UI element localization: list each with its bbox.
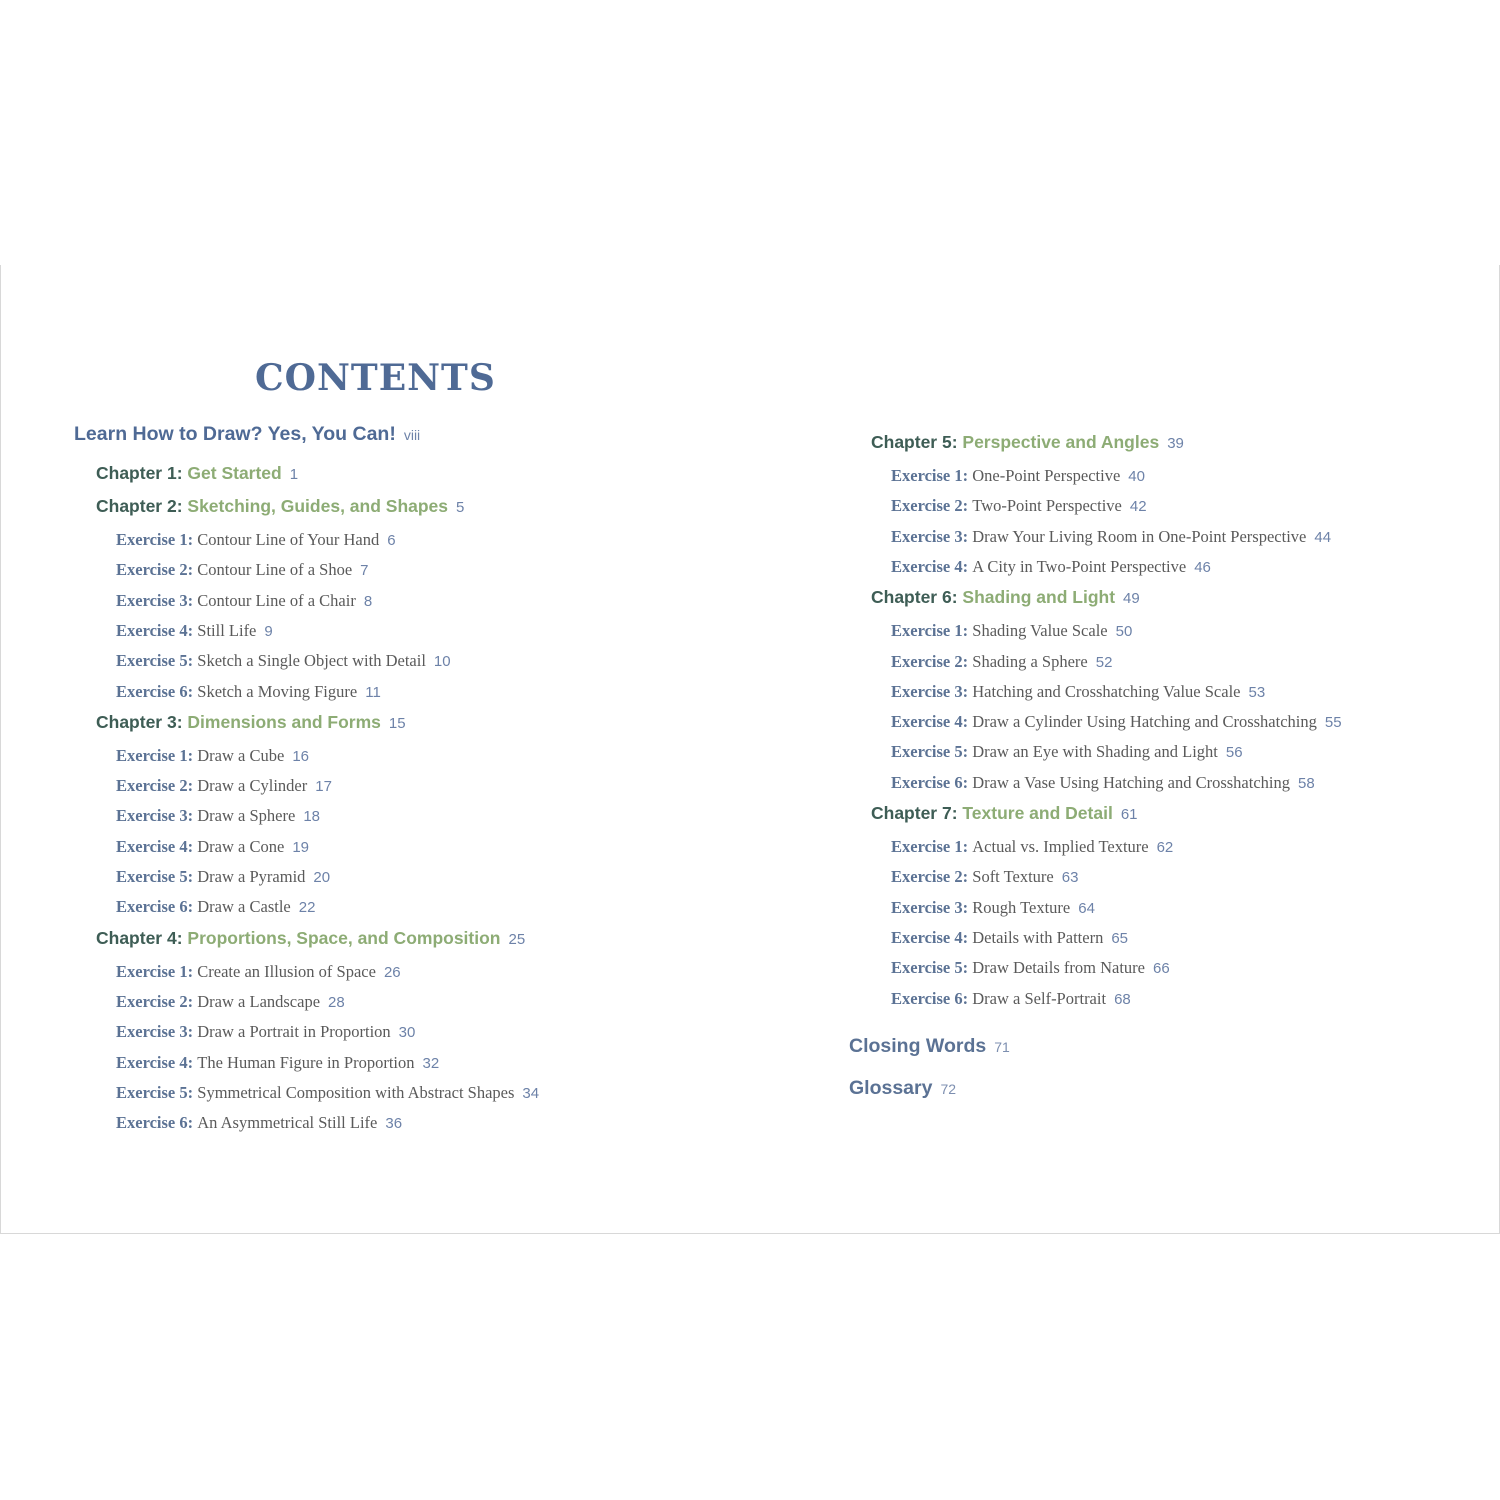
exercise-title: Shading a Sphere [972, 651, 1088, 671]
page-number: 16 [292, 747, 310, 765]
page-number: 58 [1297, 774, 1315, 792]
exercise-label: Exercise 2: [116, 991, 198, 1011]
page-number: 20 [313, 869, 331, 886]
exercise-title: Sketch a Moving Figure [197, 681, 358, 701]
exercise-title: Contour Line of a Chair [197, 590, 356, 610]
exercise-title: Draw a Sphere [197, 806, 296, 826]
exercise-label: Exercise 4: [891, 927, 973, 947]
exercise-label: Exercise 2: [891, 867, 973, 887]
toc-exercise[interactable] [116, 560, 369, 580]
page-number: 7 [360, 562, 369, 580]
toc-chapter[interactable] [96, 712, 406, 733]
toc-exercise[interactable] [891, 621, 1132, 641]
exercise-title: Contour Line of a Shoe [197, 560, 353, 580]
toc-exercise[interactable] [891, 928, 1128, 948]
exercise-label: Exercise 1: [116, 530, 198, 549]
chapter-label: Chapter 4: [96, 927, 188, 948]
toc-exercise[interactable] [891, 773, 1315, 793]
page-number: 5 [456, 499, 465, 516]
chapter-label: Chapter 3: [96, 711, 188, 732]
exercise-label: Exercise 3: [116, 1022, 198, 1042]
page-number: 15 [388, 714, 406, 732]
page-number: 52 [1095, 653, 1113, 671]
toc-exercise[interactable] [116, 867, 330, 887]
toc-exercise[interactable] [116, 1113, 402, 1133]
exercise-title: Still Life [197, 620, 257, 640]
toc-exercise[interactable] [891, 652, 1112, 672]
toc-exercise[interactable] [116, 1022, 415, 1042]
exercise-label: Exercise 4: [116, 836, 198, 856]
exercise-label: Exercise 4: [891, 712, 973, 732]
toc-exercise[interactable] [116, 682, 381, 702]
chapter-label: Chapter 7: [871, 803, 963, 823]
page-number: 34 [522, 1084, 540, 1102]
toc-exercise[interactable] [116, 806, 320, 826]
exercise-title: One-Point Perspective [972, 466, 1121, 485]
chapter-label: Chapter 2: [96, 496, 188, 516]
toc-chapter[interactable] [96, 463, 298, 484]
exercise-label: Exercise 5: [116, 651, 198, 671]
exercise-label: Exercise 6: [891, 772, 973, 792]
exercise-label: Exercise 5: [891, 742, 973, 762]
page-number: 32 [422, 1054, 440, 1072]
toc-chapter[interactable] [96, 928, 525, 949]
toc-glossary[interactable] [849, 1077, 956, 1100]
toc-exercise[interactable] [116, 591, 372, 611]
chapter-label: Chapter 5: [871, 432, 963, 452]
chapter-label: Chapter 1: [96, 463, 188, 483]
page-number: 9 [264, 622, 273, 640]
exercise-label: Exercise 1: [116, 961, 198, 981]
toc-closing-words[interactable] [849, 1035, 1010, 1058]
exercise-label: Exercise 1: [891, 837, 973, 856]
exercise-label: Exercise 1: [891, 621, 973, 641]
exercise-title: Draw Your Living Room in One-Point Perspective [972, 526, 1307, 546]
page-number: 65 [1111, 929, 1129, 947]
page-number: 30 [398, 1024, 416, 1042]
exercise-label: Exercise 5: [116, 867, 198, 886]
exercise-label: Exercise 6: [116, 897, 198, 917]
toc-exercise[interactable] [891, 682, 1265, 702]
toc-closing-title: Closing Words [849, 1035, 987, 1057]
exercise-label: Exercise 3: [891, 681, 973, 701]
page-number: 42 [1129, 498, 1147, 516]
toc-exercise[interactable] [891, 466, 1145, 486]
toc-exercise[interactable] [116, 837, 309, 857]
page-number: 63 [1061, 869, 1079, 887]
page-number: 50 [1115, 623, 1133, 641]
exercise-label: Exercise 2: [116, 776, 198, 796]
page-number: 55 [1324, 714, 1342, 732]
chapter-label: Chapter 6: [871, 587, 963, 608]
exercise-title: Symmetrical Composition with Abstract Shapes [197, 1082, 515, 1102]
toc-exercise[interactable] [891, 496, 1147, 516]
toc-exercise[interactable] [891, 958, 1170, 978]
page-number: 68 [1114, 990, 1131, 1008]
page-number: 62 [1156, 839, 1174, 856]
page-number: 44 [1314, 528, 1332, 546]
toc-exercise[interactable] [116, 746, 309, 766]
page-number: 66 [1153, 960, 1170, 978]
page-number: 26 [383, 963, 401, 981]
page-number: 39 [1167, 435, 1184, 452]
exercise-title: Draw an Eye with Shading and Light [972, 742, 1218, 762]
exercise-label: Exercise 1: [891, 466, 973, 485]
exercise-label: Exercise 5: [116, 1082, 198, 1102]
toc-exercise[interactable] [116, 1083, 539, 1103]
toc-chapter[interactable] [96, 496, 464, 517]
chapter-title: Texture and Detail [962, 803, 1113, 823]
exercise-title: A City in Two-Point Perspective [972, 556, 1187, 576]
exercise-title: Hatching and Crosshatching Value Scale [972, 681, 1241, 701]
exercise-title: Draw a Landscape [197, 991, 321, 1011]
toc-chapter[interactable] [871, 587, 1140, 608]
page-number: 19 [292, 838, 310, 856]
exercise-title: The Human Figure in Proportion [197, 1052, 415, 1072]
exercise-label: Exercise 6: [116, 1113, 198, 1133]
exercise-label: Exercise 1: [116, 745, 198, 765]
exercise-title: Draw a Cylinder Using Hatching and Crosshatching [972, 712, 1317, 732]
toc-exercise[interactable] [116, 530, 396, 550]
exercise-label: Exercise 3: [891, 897, 973, 917]
exercise-title: Draw a Vase Using Hatching and Crosshatching [972, 772, 1290, 792]
exercise-label: Exercise 4: [116, 1052, 198, 1072]
exercise-label: Exercise 4: [891, 556, 973, 576]
page-number: 72 [940, 1081, 957, 1097]
exercise-title: Contour Line of Your Hand [197, 530, 380, 549]
toc-exercise[interactable] [891, 837, 1173, 857]
page-title: CONTENTS [255, 357, 496, 399]
page-number: 36 [385, 1115, 403, 1133]
chapter-title: Get Started [187, 463, 282, 483]
exercise-label: Exercise 2: [116, 560, 198, 580]
chapter-title: Dimensions and Forms [187, 711, 381, 732]
page-number: 22 [298, 899, 316, 917]
exercise-title: Draw a Self-Portrait [972, 988, 1107, 1008]
page-number: 11 [365, 683, 381, 701]
toc-glossary-title: Glossary [849, 1077, 933, 1099]
page-number: 46 [1194, 558, 1211, 576]
toc-exercise[interactable] [891, 557, 1211, 577]
toc-exercise[interactable] [116, 897, 315, 917]
toc-exercise[interactable] [891, 527, 1331, 547]
exercise-title: Details with Pattern [972, 927, 1104, 947]
page-number: 40 [1128, 468, 1145, 485]
page-number: 71 [994, 1039, 1010, 1055]
contents-page [0, 265, 1500, 1234]
exercise-label: Exercise 3: [116, 590, 198, 610]
exercise-title: Draw Details from Nature [972, 958, 1145, 978]
page-number: 56 [1225, 744, 1243, 762]
page-number: 1 [289, 466, 299, 483]
toc-exercise[interactable] [891, 989, 1131, 1009]
page-number: 18 [303, 808, 320, 826]
exercise-title: Draw a Pyramid [197, 867, 306, 886]
toc-exercise[interactable] [116, 992, 345, 1012]
exercise-title: Draw a Cone [197, 836, 285, 856]
exercise-title: Soft Texture [972, 867, 1054, 887]
page-number: 10 [433, 653, 451, 671]
exercise-label: Exercise 3: [891, 526, 973, 546]
toc-intro-title: Learn How to Draw? Yes, You Can! [74, 423, 396, 445]
exercise-title: Draw a Castle [197, 897, 291, 917]
chapter-title: Proportions, Space, and Composition [187, 927, 501, 948]
exercise-title: Draw a Cylinder [197, 776, 308, 796]
exercise-label: Exercise 2: [891, 496, 973, 516]
exercise-title: Shading Value Scale [972, 621, 1108, 641]
page-number: viii [403, 427, 421, 443]
exercise-title: Draw a Cube [197, 745, 285, 765]
toc-exercise[interactable] [116, 1053, 439, 1073]
toc-chapter[interactable] [871, 432, 1184, 453]
toc-exercise[interactable] [116, 776, 332, 796]
page-number: 17 [315, 778, 332, 796]
toc-intro[interactable] [74, 423, 420, 446]
exercise-label: Exercise 6: [891, 988, 973, 1008]
toc-exercise[interactable] [116, 621, 273, 641]
chapter-title: Sketching, Guides, and Shapes [187, 496, 449, 516]
page-number: 28 [328, 993, 345, 1011]
page-number: 53 [1248, 683, 1266, 701]
exercise-title: Actual vs. Implied Texture [972, 837, 1149, 856]
exercise-title: An Asymmetrical Still Life [197, 1113, 378, 1133]
exercise-title: Sketch a Single Object with Detail [197, 651, 426, 671]
exercise-label: Exercise 4: [116, 620, 198, 640]
chapter-title: Shading and Light [962, 587, 1116, 608]
page-number: 61 [1120, 806, 1138, 823]
page-number: 8 [363, 592, 373, 610]
page-number: 49 [1123, 590, 1140, 608]
exercise-title: Rough Texture [972, 897, 1071, 917]
exercise-title: Draw a Portrait in Proportion [197, 1022, 391, 1042]
chapter-title: Perspective and Angles [962, 432, 1160, 452]
page-number: 25 [508, 930, 526, 948]
exercise-title: Two-Point Perspective [972, 496, 1122, 516]
exercise-label: Exercise 2: [891, 651, 973, 671]
toc-exercise[interactable] [116, 651, 451, 671]
toc-exercise[interactable] [891, 867, 1078, 887]
exercise-label: Exercise 6: [116, 681, 198, 701]
exercise-label: Exercise 5: [891, 958, 973, 978]
toc-exercise[interactable] [891, 712, 1342, 732]
toc-exercise[interactable] [891, 742, 1243, 762]
page-number: 64 [1078, 899, 1095, 917]
exercise-label: Exercise 3: [116, 806, 198, 826]
page-number: 6 [387, 532, 396, 549]
toc-chapter[interactable] [871, 803, 1138, 824]
toc-exercise[interactable] [891, 898, 1095, 918]
exercise-title: Create an Illusion of Space [197, 961, 376, 981]
toc-exercise[interactable] [116, 962, 401, 982]
